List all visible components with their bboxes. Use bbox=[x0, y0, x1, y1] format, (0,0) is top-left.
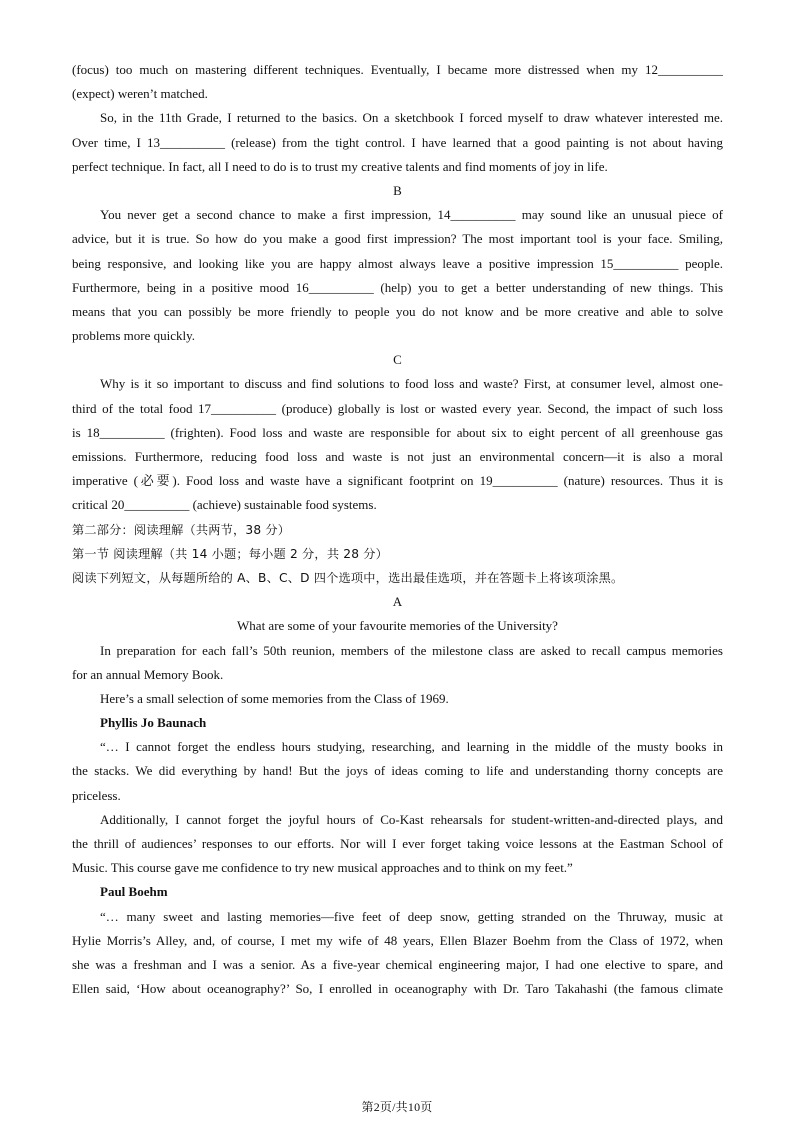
text-line: Music. This course gave me confidence to try new musical approaches and to think on my feet.” bbox=[72, 860, 573, 876]
text-line: third of the total food 17__________ (produce) globally is lost or wasted every year. Second, the impact of such loss bbox=[72, 400, 723, 416]
text-line: means that you can possibly be more friendly to people you do not know and be more creative and able to solve bbox=[72, 303, 723, 319]
text-line: Furthermore, being in a positive mood 16__________ (help) you to get a better understanding of new things. This bbox=[72, 279, 723, 295]
instructions: 阅读下列短文，从每题所给的 A、B、C、D 四个选项中，选出最佳选项，并在答题卡上将该项涂黑。 bbox=[72, 570, 624, 585]
text-line: imperative (必要). Food loss and waste have a significant footprint on 19__________ (nature) resources. Thus it is bbox=[72, 473, 723, 489]
text-line: Ellen said, ‘How about oceanography?’ So, I enrolled in oceanography with Dr. Taro Takahashi (the famous climate bbox=[72, 981, 723, 997]
text-line: the thrill of audiences’ responses to our efforts. Nor will I ever forget taking voice lessons at the Eastman School of bbox=[72, 836, 723, 851]
text-line: Here’s a small selection of some memories from the Class of 1969. bbox=[100, 690, 449, 706]
text-line: problems more quickly. bbox=[72, 328, 195, 344]
author-name: Phyllis Jo Baunach bbox=[100, 715, 207, 731]
text-line: “… I cannot forget the endless hours studying, researching, and learning in the middle of the musty books in bbox=[100, 739, 723, 755]
text-line: the stacks. We did everything by hand! But the joys of ideas coming to life and understanding thorny concepts are bbox=[72, 763, 723, 779]
text-line: (expect) weren’t matched. bbox=[72, 86, 208, 102]
text-line: she was a freshman and I was a senior. As a five-year chemical engineering major, I had one elective to spare, and bbox=[72, 956, 723, 972]
text-line: You never get a second chance to make a first impression, 14__________ may sound like an unusual piece of bbox=[100, 207, 723, 223]
text-line: critical 20__________ (achieve) sustainable food systems. bbox=[72, 497, 377, 513]
text-line: Hylie Morris’s Alley, and, of course, I met my wife of 48 years, Ellen Blazer Boehm from the Class of 1972, when bbox=[72, 932, 723, 948]
text-line: being responsive, and looking like you are happy almost always leave a positive impression 15__________ people. bbox=[72, 255, 723, 271]
text-line: priceless. bbox=[72, 787, 121, 803]
text-line: Additionally, I cannot forget the joyful hours of Co-Kast rehearsals for student-written-and-directed plays, and bbox=[100, 811, 723, 827]
text-line: Why is it so important to discuss and find solutions to food loss and waste? First, at consumer level, almost one- bbox=[100, 376, 723, 392]
text-line: perfect technique. In fact, all I need to do is to trust my creative talents and find moments of joy in life. bbox=[72, 158, 608, 174]
text-line: “… many sweet and lasting memories—five feet of deep snow, getting stranded on the Thruway, music at bbox=[100, 908, 723, 924]
page-body bbox=[72, 58, 723, 1001]
text-line: (focus) too much on mastering different techniques. Eventually, I became more distressed when my 12__________ bbox=[72, 62, 723, 77]
part-two-heading: 第二部分：阅读理解（共两节，38 分） bbox=[72, 522, 291, 537]
text-line: In preparation for each fall’s 50th reunion, members of the milestone class are asked to recall campus memories bbox=[100, 642, 723, 658]
page-number: 第2页/共10页 bbox=[361, 1100, 433, 1114]
text-line: is 18__________ (frighten). Food loss and waste are responsible for about six to eight percent of all greenhouse gas bbox=[72, 424, 723, 440]
text-line: So, in the 11th Grade, I returned to the basics. On a sketchbook I forced myself to draw whatever interested me. bbox=[100, 110, 723, 126]
text-line: emissions. Furthermore, reducing food loss and waste is not just an environmental concern—it is also a moral bbox=[72, 449, 723, 464]
section-heading-b: B bbox=[393, 182, 402, 198]
section-heading-c: C bbox=[393, 352, 402, 368]
text-line: advice, but it is true. So how do you make a good first impression? The most important tool is your face. Smiling, bbox=[72, 231, 723, 247]
passage-label-a: A bbox=[392, 594, 403, 610]
section-one-heading: 第一节 阅读理解（共 14 小题；每小题 2 分，共 28 分） bbox=[72, 546, 389, 561]
passage-title: What are some of your favourite memories of the University? bbox=[237, 618, 558, 634]
author-name: Paul Boehm bbox=[100, 884, 168, 900]
text-line: Over time, I 13__________ (release) from the tight control. I have learned that a good painting is not about having bbox=[72, 134, 723, 150]
text-line: for an annual Memory Book. bbox=[72, 666, 224, 682]
